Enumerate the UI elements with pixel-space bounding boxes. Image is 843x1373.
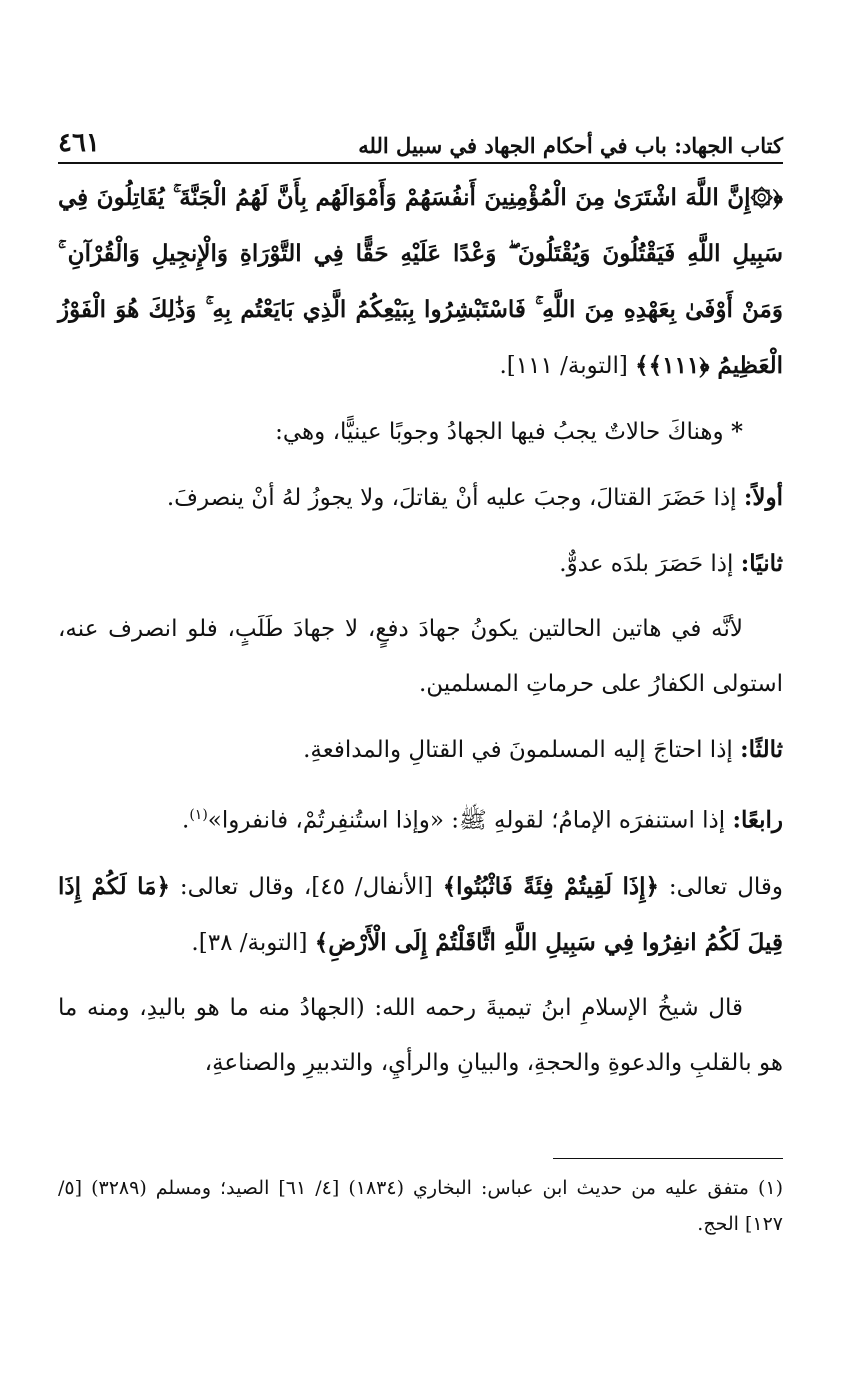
verse-lead: وقال تعالى: xyxy=(668,873,784,900)
case-label: أولاً: xyxy=(743,484,783,511)
quran-verse-paragraph xyxy=(58,170,783,394)
quran-verse: ﴿۞إِنَّ اللَّهَ اشْتَرَىٰ مِنَ الْمُؤْمِنِينَ أَنفُسَهُمْ وَأَمْوَالَهُم بِأَنَّ لَهُمُ الْجَنَّةَ ۚ يُقَاتِلُونَ فِي سَبِيلِ اللَّهِ فَيَقْتُلُونَ وَيُقْتَلُونَ ۖ وَعْدًا عَلَيْهِ حَقًّا فِي التَّوْرَاةِ وَالْإِنجِيلِ وَالْقُرْآنِ ۚ وَمَنْ أَوْفَىٰ بِعَهْدِهِ مِنَ اللَّهِ ۚ فَاسْتَبْشِرُوا بِبَيْعِكُمُ الَّذِي بَايَعْتُم بِهِ ۚ وَذَٰلِكَ هُوَ الْفَوْزُ الْعَظِيمُ ﴿١١١﴾﴾ xyxy=(58,184,783,379)
verse-reference: [الأنفال/ ٤٥]، xyxy=(303,873,433,900)
header-rule xyxy=(58,162,783,164)
case-second xyxy=(58,536,783,592)
reason-paragraph: لأنَّه في هاتين الحالتين يكونُ جهادَ دفعٍ، لا جهادَ طَلَبٍ، فلو انصرف عنه، استولى الكفارُ على حرماتِ المسلمين. xyxy=(58,616,783,697)
quran-verse: ﴿مَا لَكُمْ إِذَا قِيلَ لَكُمُ انفِرُوا فِي سَبِيلِ اللَّهِ اثَّاقَلْتُمْ إِلَى الْأَرْضِ﴾ xyxy=(58,872,783,956)
case-text: إذا احتاجَ إليه المسلمونَ في القتالِ والمدافعةِ. xyxy=(303,737,733,763)
case-label: ثانيًا: xyxy=(740,550,783,577)
sentence-end: . xyxy=(182,807,190,834)
footnote-reference: (١) xyxy=(189,807,208,823)
footnote-number: (١) xyxy=(757,1177,783,1199)
verses-paragraph xyxy=(58,859,783,971)
quote-paragraph: قال شيخُ الإسلامِ ابنُ تيميةَ رحمه الله: (الجهادُ منه ما هو باليدِ، ومنه ما هو بالقلبِ والدعوةِ والحجةِ، والبيانِ والرأيِ، والتدبيرِ والصناعةِ، xyxy=(58,994,783,1076)
main-text xyxy=(58,170,783,1101)
case-third xyxy=(58,722,783,778)
verse-reference: [التوبة/ ١١١]. xyxy=(499,353,628,379)
intro-text: وهناكَ حالاتٌ يجبُ فيها الجهادُ وجوبًا عينيًّا، وهي: xyxy=(275,419,724,445)
case-text: إذا استنفرَه الإمامُ؛ لقولهِ ﷺ: «وإذا استُنفِرتُمْ، فانفروا» xyxy=(207,807,726,834)
running-head: كتاب الجهاد: باب في أحكام الجهاد في سبيل الله xyxy=(358,133,783,158)
case-label: رابعًا: xyxy=(732,806,783,834)
case-fourth xyxy=(58,788,783,849)
case-first xyxy=(58,470,783,526)
case-text: إذا حَضَرَ القتالَ، وجبَ عليه أنْ يقاتلَ، ولا يجوزُ لهُ أنْ ينصرفَ. xyxy=(166,485,737,511)
intro-paragraph xyxy=(58,404,783,460)
case-text: إذا حَصَرَ بلدَه عدوٌّ. xyxy=(559,551,734,577)
quran-verse: ﴿إِذَا لَقِيتُمْ فِئَةً فَاثْبُتُوا﴾ xyxy=(442,872,660,900)
verse-lead: وقال تعالى: xyxy=(179,873,294,900)
case-label: ثالثًا: xyxy=(740,736,783,763)
bullet-marker: * xyxy=(730,418,743,445)
verse-reference: [التوبة/ ٣٨]. xyxy=(191,929,308,956)
footnote-rule xyxy=(553,1158,783,1159)
footnote-text: متفق عليه من حديث ابن عباس: البخاري (١٨٣٤) [٤/ ٦١] الصيد؛ ومسلم (٣٢٨٩) [٥/ ١٢٧] الحج. xyxy=(58,1177,783,1235)
page-number: ٤٦١ xyxy=(58,128,100,158)
footnote xyxy=(58,1170,783,1242)
page-header xyxy=(58,104,783,158)
